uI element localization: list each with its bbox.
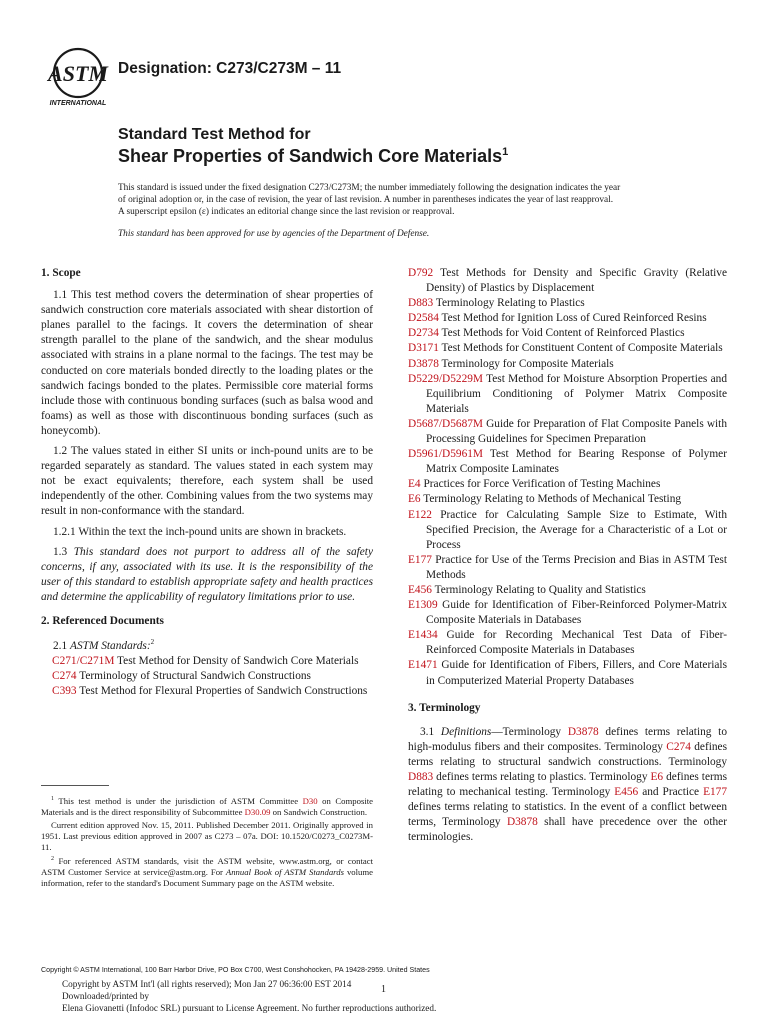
ref-link-d3878[interactable]: D3878 [567, 725, 599, 738]
page-number: 1 [381, 984, 386, 995]
reference-title: Practice for Calculating Sample Size to Estimate, With Specified Precision, the Average for a Characteristic of a Lot or Process [426, 508, 727, 551]
designation: Designation: C273/C273M – 11 [118, 60, 342, 77]
paragraph-1-3: 1.3 This standard does not purport to address all of the safety concerns, if any, associated with its use. It is the responsibility of the user of this standard to establish appropriate safety and health practices and determine the applicability of regulatory limitations prior to use. [41, 545, 373, 603]
reference-title: Test Methods for Void Content of Reinforced Plastics [441, 327, 685, 340]
ref-link-e456[interactable]: E456 [614, 786, 639, 799]
ref-link-d792[interactable]: D792 [408, 267, 434, 279]
reference-item [408, 553, 727, 583]
reference-title: Guide for Recording Mechanical Test Data of Fiber-Reinforced Composite Materials in Databases [426, 629, 727, 657]
footnote-2: $^2$ For referenced ASTM standards, visit the ASTM website, www.astm.org, or contact ASTM Customer Service at service@astm.org. For Annual Book of ASTM Standards volume information, refer to the standard's Document Summary page on the ASTM website. [41, 856, 373, 889]
reference-title: Practices for Force Verification of Testing Machines [423, 478, 661, 491]
right-column [408, 266, 727, 845]
reference-item [408, 296, 727, 311]
ref-link-d5687-d5687m[interactable]: D5687/D5687M [408, 417, 483, 430]
ref-link-c274[interactable]: C274 [52, 670, 77, 683]
ref-link-e4[interactable]: E4 [408, 478, 421, 491]
ref-link-e456[interactable]: E456 [408, 583, 432, 596]
ref-link-d883[interactable]: D883 [408, 297, 434, 310]
reference-item [408, 492, 727, 507]
reference-title: Test Method for Bearing Response of Polymer Matrix Composite Laminates [426, 448, 727, 476]
reference-title: Test Method for Flexural Properties of Sandwich Constructions [79, 685, 368, 698]
title-footnote-marker: 1 [502, 146, 509, 158]
ref-link-d3878[interactable]: D3878 [408, 357, 439, 370]
ref-link-d5229-d5229m[interactable]: D5229/D5229M [408, 372, 483, 385]
reference-title: Test Method for Density of Sandwich Core Materials [117, 654, 359, 667]
astm-logo [46, 46, 110, 108]
ref-link-d883[interactable]: D883 [408, 771, 434, 783]
copyright-line: Copyright © ASTM International, 100 Barr Harbor Drive, PO Box C700, West Conshohocken, PA 19428-2959. United States [41, 966, 430, 974]
reference-item [408, 326, 727, 341]
reference-item [408, 477, 727, 492]
reference-title: Test Method for Ignition Loss of Cured Reinforced Resins [441, 312, 707, 325]
section-heading-scope: 1. Scope [41, 267, 81, 279]
reference-title: Terminology of Structural Sandwich Constructions [79, 670, 311, 683]
astm-standards-label: 2.1 ASTM Standards:$^2$ [53, 638, 155, 652]
page-title: Shear Properties of Sandwich Core Materials$^1$ [118, 146, 509, 166]
reference-item [408, 341, 727, 356]
reference-title: Terminology Relating to Methods of Mechanical Testing [423, 493, 682, 506]
reference-title: Test Methods for Density and Specific Gravity (Relative Density) of Plastics by Displacement [426, 267, 727, 295]
reference-title: Terminology Relating to Quality and Statistics [434, 583, 646, 596]
referenced-list-right [408, 266, 727, 689]
ref-link-c393[interactable]: C393 [52, 685, 77, 698]
section-heading-referenced-documents: 2. Referenced Documents [41, 614, 164, 627]
reference-title: Terminology Relating to Plastics [435, 297, 585, 310]
paragraph-3-1: 3.1 Definitions—Terminology D3878 defines terms relating to high-modulus fibers and their composites. Terminology C274 defines terms relating to structural sandwich constructions. Terminology D883 defines terms relating to plastics. Terminology E6 defines terms relating to mechanical testing. Terminology E456 and Practice E177 defines terms relating to statistics. In the event of a conflict between terms, Terminology D3878 shall have precedence over the other terminologies. [408, 725, 728, 844]
reference-item [52, 684, 373, 699]
reference-item [408, 311, 727, 326]
title-line-1: Standard Test Method for [118, 126, 311, 143]
reference-title: Practice for Use of the Terms Precision and Bias in ASTM Test Methods [426, 553, 727, 581]
paragraph-1-1: 1.1 This test method covers the determination of shear properties of sandwich construction core materials associated with shear distortion of planes parallel to the facings. It covers the determination of shear strength parallel to the plane of the sandwich, and the shear modulus associated with strains in a plane normal to the facings. The test may be conducted on core materials bonded directly to the loading plates or the sandwich facings bonded to the plates. Permissible core material forms include those with continuous bonding surfaces (such as balsa wood and foams) as well as those with discontinuous bonding surfaces (such as honeycomb). [41, 289, 373, 437]
ref-link-e1471[interactable]: E1471 [408, 659, 438, 672]
reference-title: Test Method for Moisture Absorption Properties and Equilibrium Conditioning of Polymer Matrix Composite Materials [426, 372, 727, 415]
reference-item [52, 654, 373, 669]
reference-title: Guide for Identification of Fibers, Fillers, and Core Materials in Computerized Material Property Databases [426, 659, 727, 687]
paragraph-1-2-1: 1.2.1 Within the text the inch-pound units are shown in brackets. [53, 525, 347, 538]
paragraph-1-2: 1.2 The values stated in either SI units or inch-pound units are to be regarded separately as standard. The values stated in each system may not be exact equivalents; therefore, each system shall be used independently of the other. Combining values from the two systems may result in non-conformance with the standard. [41, 445, 373, 518]
reference-item [408, 628, 727, 658]
reference-title: Guide for Identification of Fiber-Reinforced Polymer-Matrix Composite Materials in Databases [426, 599, 728, 627]
footnote-1-edition: Current edition approved Nov. 15, 2011. Published December 2011. Originally approved in 1951. Last previous edition approved in 2007 as C273 – 07a. DOI: 10.1520/C0273_C0273M-11. [41, 819, 373, 852]
ref-link-e177[interactable]: E177 [408, 553, 432, 566]
ref-link-d3878[interactable]: D3878 [506, 816, 538, 829]
ref-link-e6[interactable]: E6 [650, 771, 664, 783]
ref-link-d30-09[interactable]: D30.09 [244, 806, 271, 817]
footnotes [41, 794, 373, 891]
ref-link-d5961-d5961m[interactable]: D5961/D5961M [408, 448, 483, 461]
reference-item [52, 669, 373, 684]
reference-item [408, 357, 727, 372]
ref-link-c274[interactable]: C274 [666, 740, 691, 753]
logo-text: ASTM [48, 61, 108, 86]
ref-link-e1309[interactable]: E1309 [408, 599, 438, 612]
referenced-list-left [41, 654, 373, 699]
section-heading-terminology: 3. Terminology [408, 701, 481, 714]
ref-link-d2584[interactable]: D2584 [408, 312, 439, 325]
reference-item [408, 583, 727, 598]
dod-approval-note: This standard has been approved for use by agencies of the Department of Defense. [118, 229, 430, 239]
footnote-divider [41, 785, 109, 786]
reference-item [408, 508, 727, 553]
left-column [41, 266, 373, 699]
footnote-1: $^1$ This test method is under the jurisdiction of ASTM Committee D30 on Composite Materials and is the direct responsibility of Subcommittee D30.09 on Sandwich Construction. [41, 795, 374, 817]
reference-item [408, 598, 727, 628]
ref-link-d30[interactable]: D30 [302, 795, 318, 806]
reference-item [408, 447, 727, 477]
download-stamp: Copyright by ASTM Int'l (all rights reserved); Mon Jan 27 06:36:00 EST 2014 Downloaded/printed by Elena Giovanetti (Infodoc SRL) pursuant to License Agreement. No further reproductions authorized. [62, 979, 437, 1013]
reference-title: Guide for Preparation of Flat Composite Panels with Processing Guidelines for Specimen Preparation [426, 417, 727, 446]
ref-link-c271-c271m[interactable]: C271/C271M [52, 654, 115, 667]
reference-item [408, 417, 727, 447]
reference-item [408, 658, 727, 688]
reference-item [408, 266, 727, 296]
standard-notice: This standard is issued under the fixed designation C273/C273M; the number immediately following the designation indicates the year of original adoption or, in the case of revision, the year of last revision. A number in parentheses indicates the year of last reapproval. A superscript epsilon (ε) indicates an editorial change since the last revision or reapproval. [118, 183, 621, 218]
ref-link-e6[interactable]: E6 [408, 493, 421, 506]
ref-link-e122[interactable]: E122 [408, 508, 432, 521]
logo-subtext: INTERNATIONAL [49, 100, 107, 107]
ref-link-d2734[interactable]: D2734 [408, 327, 439, 340]
ref-link-e1434[interactable]: E1434 [408, 629, 438, 642]
reference-item [408, 372, 727, 417]
ref-link-d3171[interactable]: D3171 [408, 342, 439, 355]
ref-link-e177[interactable]: E177 [703, 786, 728, 799]
reference-title: Test Methods for Constituent Content of Composite Materials [441, 342, 723, 355]
reference-title: Terminology for Composite Materials [441, 357, 614, 370]
